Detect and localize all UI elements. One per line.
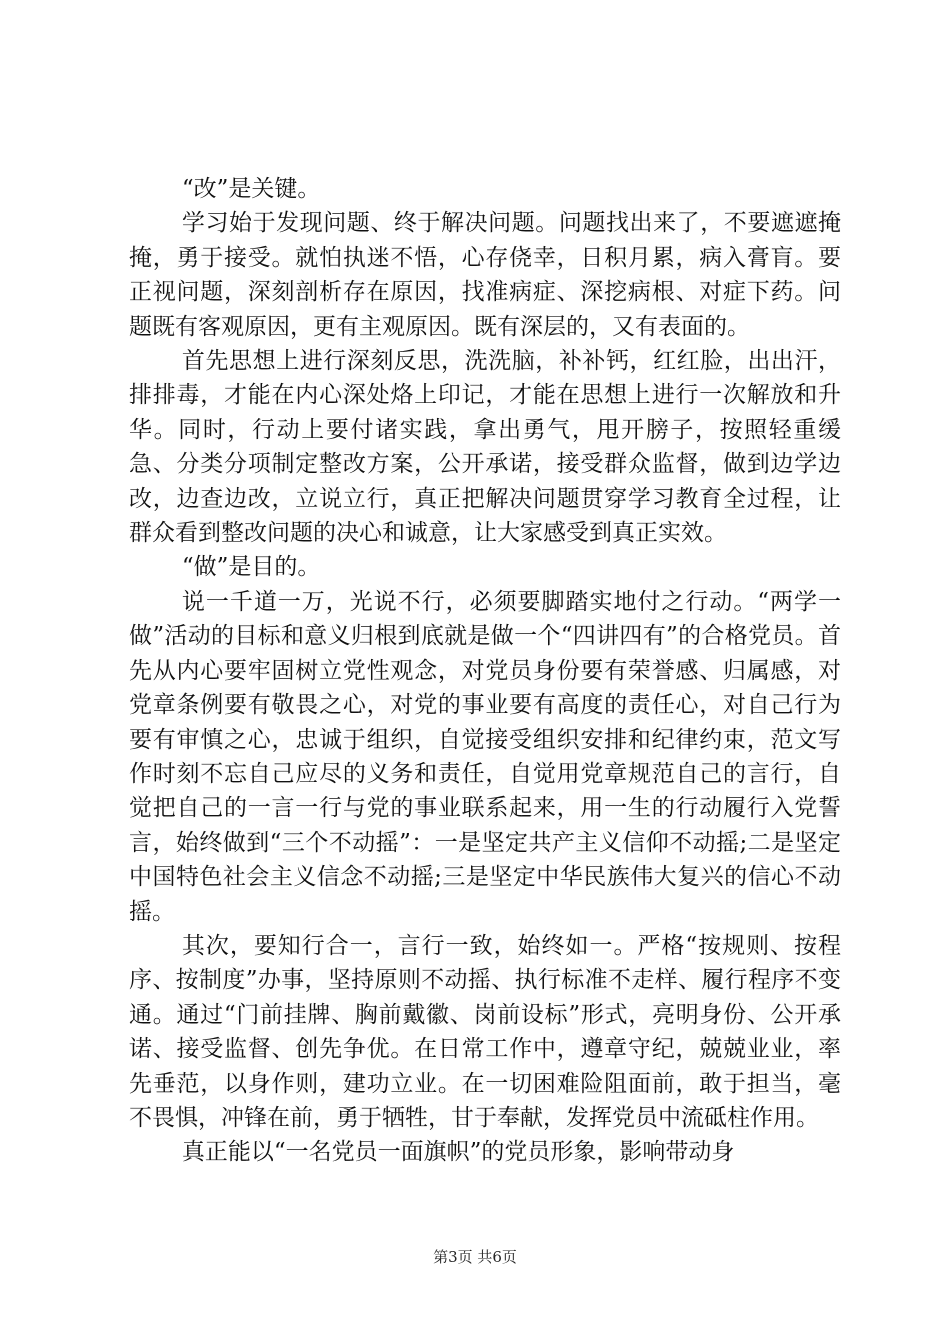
paragraph-heading-zuo: “做”是目的。 bbox=[181, 554, 321, 581]
paragraph: 真正能以“一名党员一面旗帜”的党员形象，影响带动身 bbox=[181, 1139, 735, 1166]
paragraph: 说一千道一万，光说不行，必须要脚踏实地付之行动。“两学一做”活动的目标和意义归根到底就是做一个“四讲四有”的合格党员。首先从内心要牢固树立党性观念，对党员身份要有荣誉感、归属感，对党章条例要有敬畏之心，对党的事业要有高度的责任心，对自己行为要有审慎之心，忠诚于组织，自觉接受组织安排和纪律约束，范文写作时刻不忘自己应尽的义务和责任，自觉用党章规范自己的言行，自觉把自己的一言一行与党的事业联系起来，用一生的行动履行入党誓言，始终做到“三个不动摇”：一是坚定共产主义信仰不动摇;二是坚定中国特色社会主义信念不动摇;三是坚定中华民族伟大复兴的信心不动摇。 bbox=[129, 588, 841, 925]
paragraph-heading-gai: “改”是关键。 bbox=[181, 176, 321, 202]
paragraph: 其次，要知行合一，言行一致，始终如一。严格“按规则、按程序、按制度”办事，坚持原则不动摇、执行标准不走样、履行程序不变通。通过“门前挂牌、胸前戴徽、岗前设标”形式，亮明身份、公开承诺、接受监督、创先争优。在日常工作中，遵章守纪，兢兢业业，率先垂范，以身作则，建功立业。在一切困难险阻面前，敢于担当，毫不畏惧，冲锋在前，勇于牺牲，甘于奉献，发挥党员中流砥柱作用。 bbox=[129, 932, 841, 1131]
paragraph: 首先思想上进行深刻反思，洗洗脑，补补钙，红红脸，出出汗，排排毒，才能在内心深处烙上印记，才能在思想上进行一次解放和升华。同时，行动上要付诸实践，拿出勇气，甩开膀子，按照轻重缓急、分类分项制定整改方案，公开承诺，接受群众监督，做到边学边改，边查边改，立说立行，真正把解决问题贯穿学习教育全过程，让群众看到整改问题的决心和诚意，让大家感受到真正实效。 bbox=[129, 348, 841, 547]
paragraph: 学习始于发现问题、终于解决问题。问题找出来了，不要遮遮掩掩，勇于接受。就怕执迷不悟，心存侥幸，日积月累，病入膏肓。要正视问题，深刻剖析存在原因，找准病症、深挖病根、对症下药。问题既有客观原因，更有主观原因。既有深层的，又有表面的。 bbox=[129, 210, 841, 340]
document-body bbox=[129, 172, 841, 1170]
page-footer: 第3页 共6页 bbox=[433, 1248, 517, 1266]
